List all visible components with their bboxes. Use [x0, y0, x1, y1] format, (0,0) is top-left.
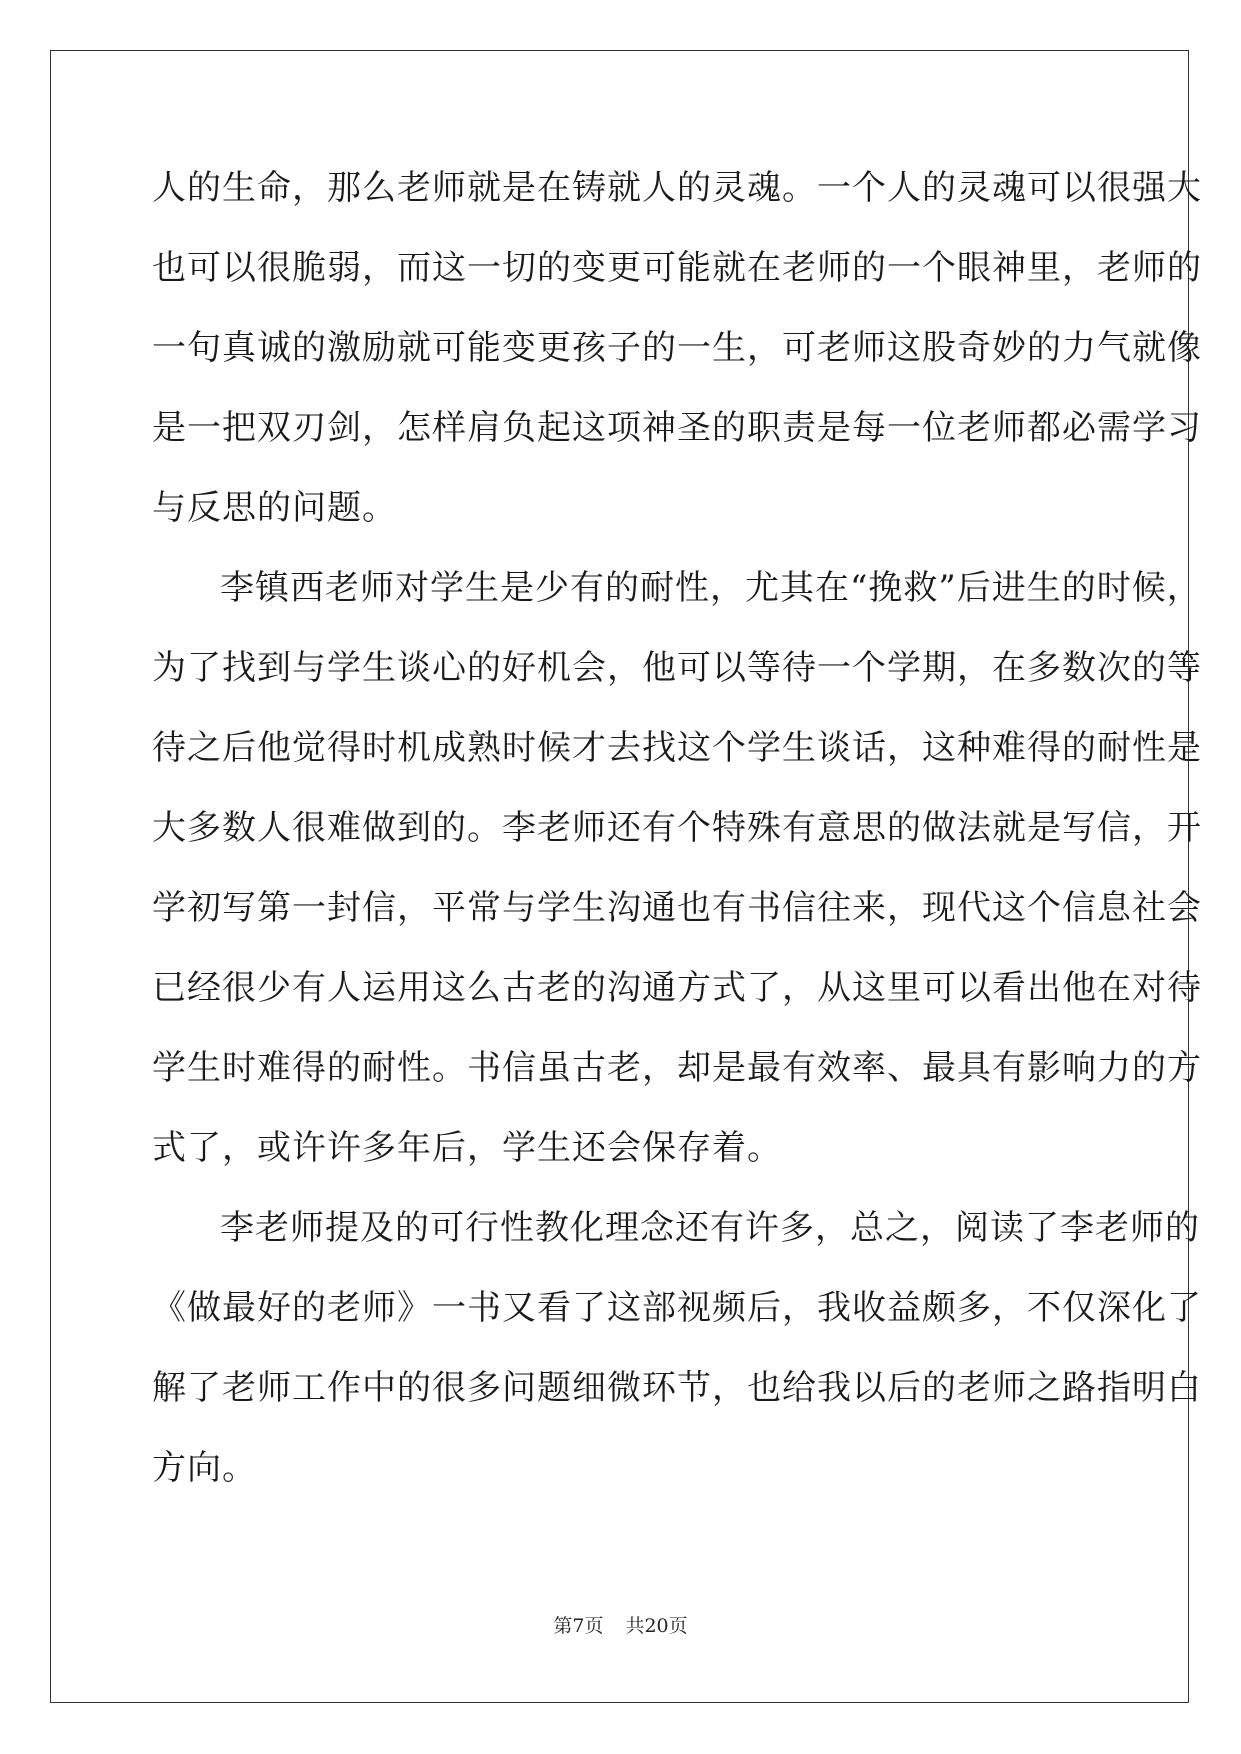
- text-line: 已经很少有人运用这么古老的沟通方式了，从这里可以看出他在对待: [152, 968, 1202, 1008]
- text-line: 人的生命，那么老师就是在铸就人的灵魂。一个人的灵魂可以很强大: [152, 168, 1202, 208]
- text-line: 也可以很脆弱，而这一切的变更可能就在老师的一个眼神里，老师的: [152, 248, 1202, 288]
- text-line: 学生时难得的耐性。书信虽古老，却是最有效率、最具有影响力的方: [152, 1048, 1202, 1088]
- paragraph-first-line: 李镇西老师对学生是少有的耐性，尤其在“挽救”后进生的时候，: [220, 568, 1202, 608]
- page-total: 共20页: [625, 1615, 688, 1637]
- page-number: 第7页: [553, 1615, 604, 1637]
- text-line: 为了找到与学生谈心的好机会，他可以等待一个学期，在多数次的等: [152, 648, 1202, 688]
- text-line: 待之后他觉得时机成熟时候才去找这个学生谈话，这种难得的耐性是: [152, 728, 1202, 768]
- text-line: 解了老师工作中的很多问题细微环节，也给我以后的老师之路指明白: [152, 1368, 1202, 1408]
- text-line: 学初写第一封信，平常与学生沟通也有书信往来，现代这个信息社会: [152, 888, 1202, 928]
- text-line: 《做最好的老师》一书又看了这部视频后，我收益颇多，不仅深化了: [152, 1288, 1202, 1328]
- page-footer: [0, 1614, 1241, 1638]
- text-line: 一句真诚的激励就可能变更孩子的一生，可老师这股奇妙的力气就像: [152, 328, 1202, 368]
- text-line: 方向。: [152, 1448, 257, 1488]
- paragraph-first-line: 李老师提及的可行性教化理念还有许多，总之，阅读了李老师的: [220, 1208, 1200, 1248]
- text-line: 是一把双刃剑，怎样肩负起这项神圣的职责是每一位老师都必需学习: [152, 408, 1202, 448]
- text-line: 与反思的问题。: [152, 488, 397, 528]
- text-line: 式了，或许许多年后，学生还会保存着。: [152, 1128, 782, 1168]
- text-line: 大多数人很难做到的。李老师还有个特殊有意思的做法就是写信，开: [152, 808, 1202, 848]
